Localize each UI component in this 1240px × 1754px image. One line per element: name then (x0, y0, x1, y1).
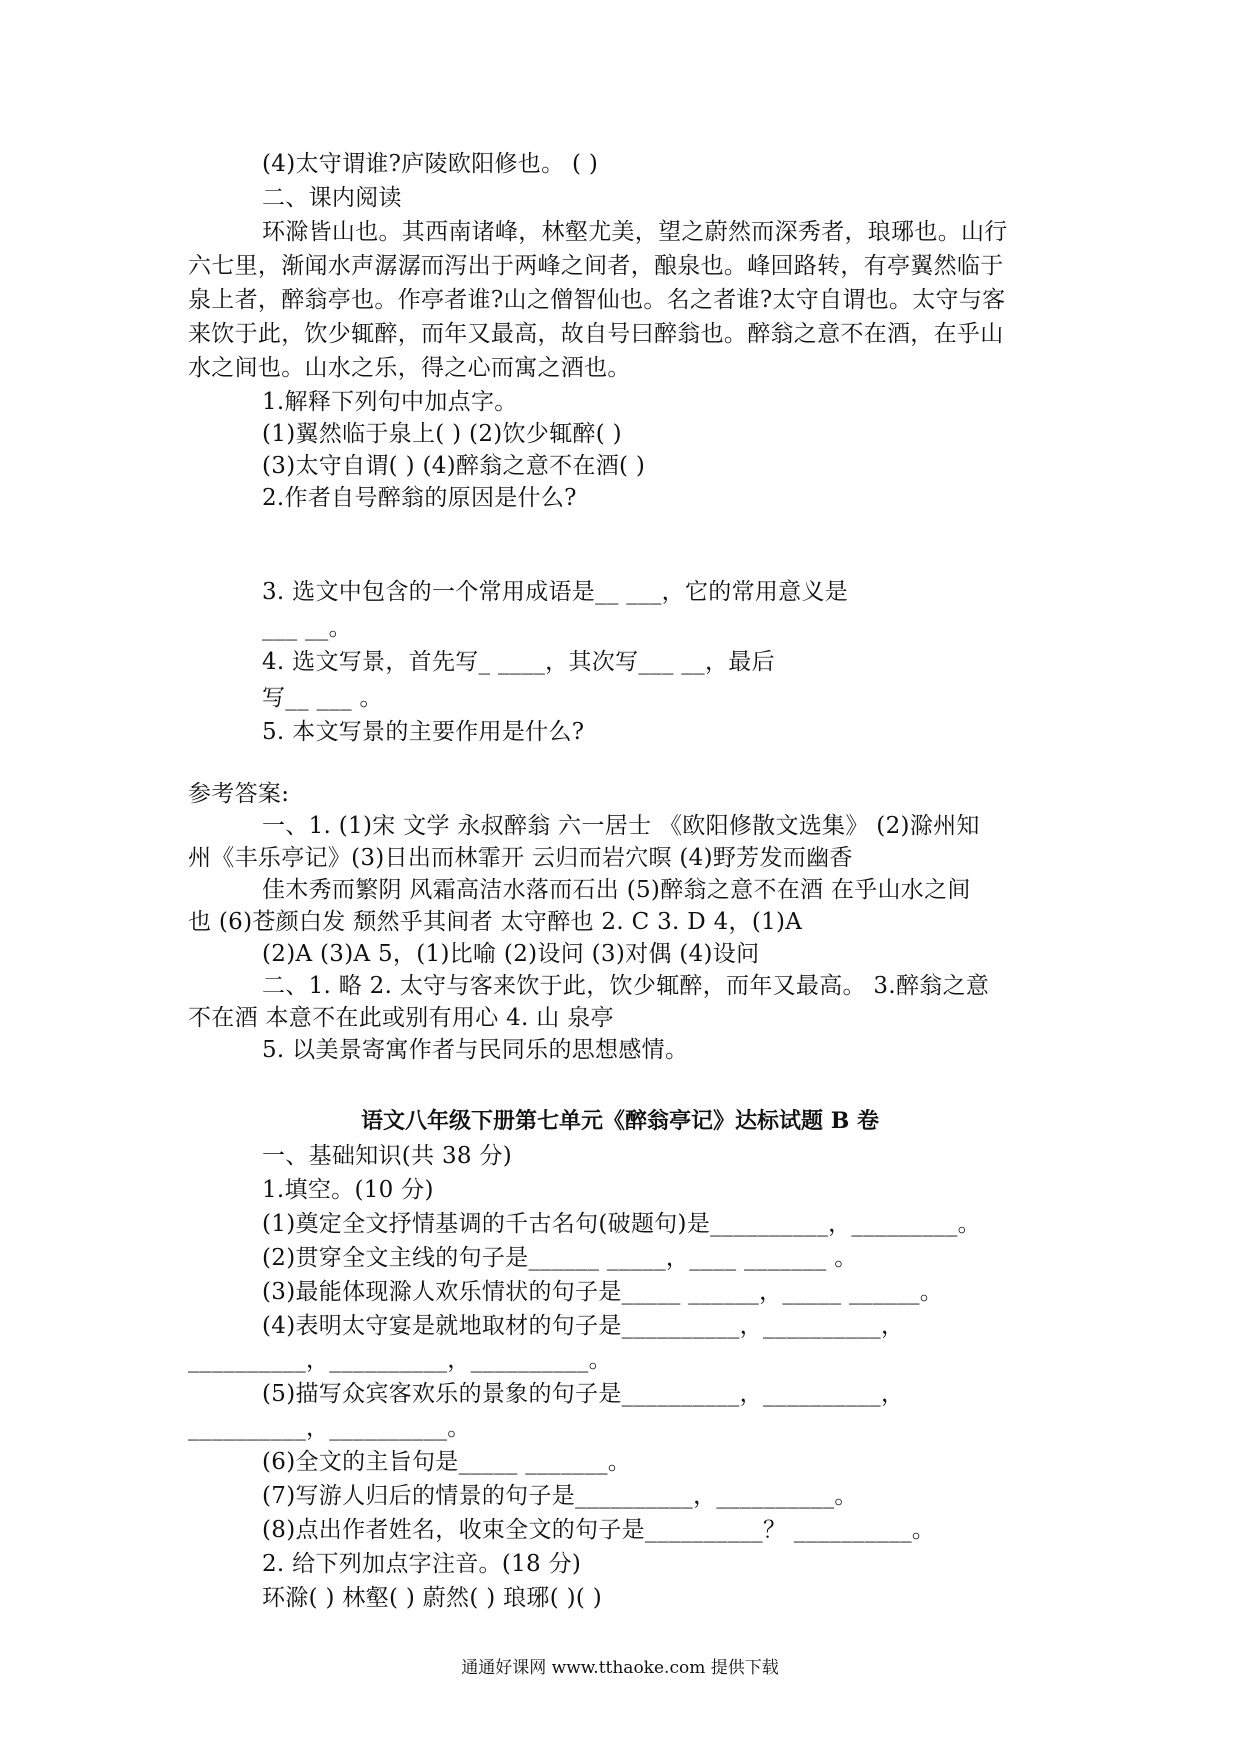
section-heading-reading: 二、课内阅读 (262, 185, 402, 211)
test-line: 2. 给下列加点字注音。(18 分) (262, 1551, 582, 1577)
test-line: 环滁( ) 林壑( ) 蔚然( ) 琅琊( )( ) (262, 1585, 603, 1611)
answer-line: 也 (6)苍颜白发 颓然乎其间者 太守醉也 2. C 3. D 4，(1)A (188, 909, 803, 935)
answer-line: 二、1. 略 2. 太守与客来饮于此，饮少辄醉，而年又最高。 3.醉翁之意 (262, 973, 990, 999)
passage-line: 来饮于此，饮少辄醉，而年又最高，故自号曰醉翁也。醉翁之意不在酒，在乎山 (188, 321, 1004, 347)
test-line: (4)表明太守宴是就地取材的句子是__________，__________， (262, 1313, 905, 1339)
passage-line: 环滁皆山也。其西南诸峰，林壑尤美，望之蔚然而深秀者，琅琊也。山行 (262, 219, 1008, 245)
question-4: 4. 选文写景，首先写_ ____，其次写___ __，最后 (262, 649, 775, 675)
question-1: 1.解释下列句中加点字。 (262, 389, 518, 415)
answer-line: (2)A (3)A 5，(1)比喻 (2)设问 (3)对偶 (4)设问 (262, 941, 760, 967)
test-line: __________，__________。 (188, 1415, 471, 1441)
passage-line: 六七里，渐闻水声潺潺而泻出于两峰之间者，酿泉也。峰回路转，有亭翼然临于 (188, 253, 1004, 279)
answer-line: 不在酒 本意不在此或别有用心 4. 山 泉亭 (188, 1005, 614, 1031)
test-line: __________，__________，__________。 (188, 1347, 612, 1373)
passage-line: 水之间也。山水之乐，得之心而寓之酒也。 (188, 355, 631, 381)
answer-line: 佳木秀而繁阴 风霜高洁水落而石出 (5)醉翁之意不在酒 在乎山水之间 (262, 877, 971, 903)
footer-credit: 通通好课网 www.tthaoke.com 提供下载 (461, 1658, 779, 1678)
question-5: 5. 本文写景的主要作用是什么? (262, 719, 585, 745)
question-2: 2.作者自号醉翁的原因是什么? (262, 485, 577, 511)
question-3: 3. 选文中包含的一个常用成语是__ ___，它的常用意义是 (262, 579, 849, 605)
question-1-items-b: (3)太守自谓( ) (4)醉翁之意不在酒( ) (262, 453, 646, 479)
test-line: 一、基础知识(共 38 分) (262, 1143, 513, 1169)
test-line: 1.填空。(10 分) (262, 1177, 434, 1203)
question-4-cont: 写__ ___ 。 (262, 685, 383, 711)
test-line: (5)描写众宾客欢乐的景象的句子是__________，__________， (262, 1381, 905, 1407)
test-line: (1)奠定全文抒情基调的千古名句(破题句)是__________，_________。 (262, 1211, 981, 1237)
test-b-title: 语文八年级下册第七单元《醉翁亭记》达标试题 B 卷 (361, 1108, 879, 1134)
answer-line: 州《丰乐亭记》(3)日出而林霏开 云归而岩穴暝 (4)野芳发而幽香 (188, 845, 853, 871)
answers-heading: 参考答案: (188, 781, 290, 807)
test-line: (8)点出作者姓名，收束全文的句子是__________？ __________。 (262, 1517, 936, 1543)
test-line: (3)最能体现滁人欢乐情状的句子是_____ ______，_____ ______。 (262, 1279, 944, 1305)
question-1-items-a: (1)翼然临于泉上( ) (2)饮少辄醉( ) (262, 421, 622, 447)
test-line: (7)写游人归后的情景的句子是__________，__________。 (262, 1483, 858, 1509)
answer-line: 5. 以美景寄寓作者与民同乐的思想感情。 (262, 1037, 689, 1063)
answer-line: 一、1. (1)宋 文学 永叔醉翁 六一居士 《欧阳修散文选集》 (2)滁州知 (262, 813, 980, 839)
q4-line: (4)太守谓谁?庐陵欧阳修也。 ( ) (262, 151, 599, 177)
test-line: (2)贯穿全文主线的句子是______ _____，____ _______ 。 (262, 1245, 858, 1271)
test-line: (6)全文的主旨句是_____ _______。 (262, 1449, 632, 1475)
passage-line: 泉上者，醉翁亭也。作亭者谁?山之僧智仙也。名之者谁?太守自谓也。太守与客 (188, 287, 1006, 313)
question-3-cont: ___ __。 (262, 615, 352, 641)
